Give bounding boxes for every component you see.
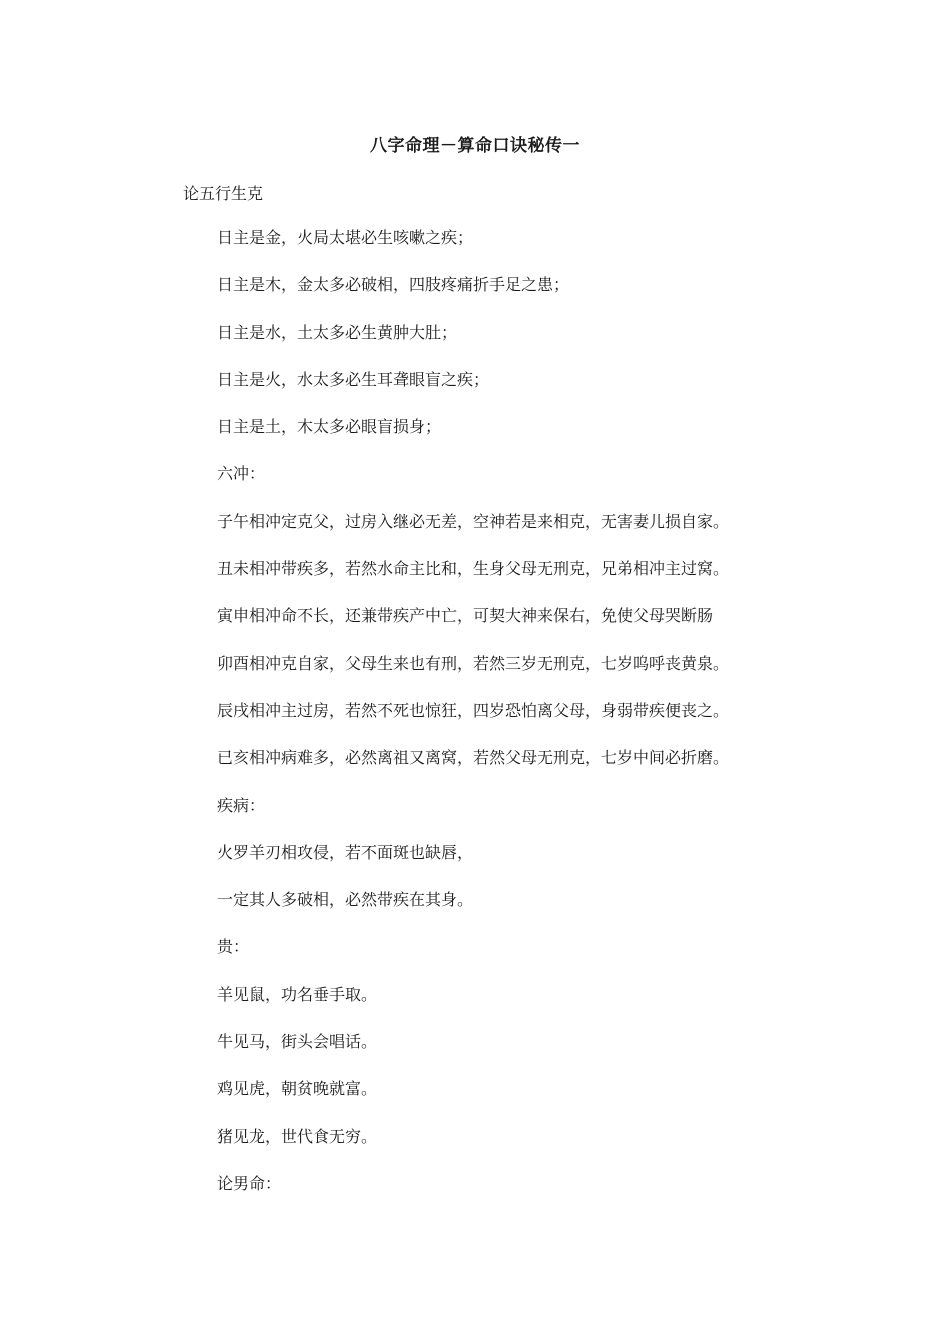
text-line: 羊见鼠，功名垂手取。 [217,984,378,1004]
text-line: 日主是水，土太多必生黄肿大肚； [217,322,458,342]
text-line: 牛见马，街头会唱话。 [217,1032,378,1052]
text-line: 日主是木，金太多必破相，四肢疼痛折手足之患； [217,275,570,295]
text-line: 已亥相冲病难多，必然离祖又离窝，若然父母无刑克，七岁中间必折磨。 [217,748,730,768]
text-line: 丑未相冲带疾多，若然水命主比和，生身父母无刑克，兄弟相冲主过窝。 [217,559,730,579]
text-line: 日主是土，木太多必眼盲损身； [217,417,442,437]
text-line: 火罗羊刃相攻侵，若不面斑也缺唇， [217,842,474,862]
page-title: 八字命理－算命口诀秘传一 [370,136,580,156]
subheading-male-destiny: 论男命： [217,1173,282,1193]
text-line: 鸡见虎，朝贫晚就富。 [217,1079,378,1099]
subheading-nobility: 贵： [217,937,250,957]
text-lines [217,228,917,1221]
subheading-six-clashes: 六冲： [217,464,266,484]
text-line: 卯酉相冲克自家，父母生来也有刑，若然三岁无刑克，七岁呜呼丧黄泉。 [217,653,730,673]
text-line: 寅申相冲命不长，还兼带疾产中亡，可契大神来保右，免使父母哭断肠 [217,606,714,626]
text-line: 一定其人多破相，必然带疾在其身。 [217,890,474,910]
section-heading: 论五行生克 [183,184,264,203]
text-line: 猪见龙，世代食无穷。 [217,1126,378,1146]
subheading-illness: 疾病： [217,795,266,815]
text-line: 子午相冲定克父，过房入继必无差，空神若是来相克，无害妻儿损自家。 [217,511,730,531]
text-line: 日主是火，水太多必生耳聋眼盲之疾； [217,369,490,389]
text-line: 日主是金，火局太堪必生咳嗽之疾； [217,228,474,247]
text-line: 辰戌相冲主过房，若然不死也惊狂，四岁恐怕离父母，身弱带疾便丧之。 [217,700,730,720]
